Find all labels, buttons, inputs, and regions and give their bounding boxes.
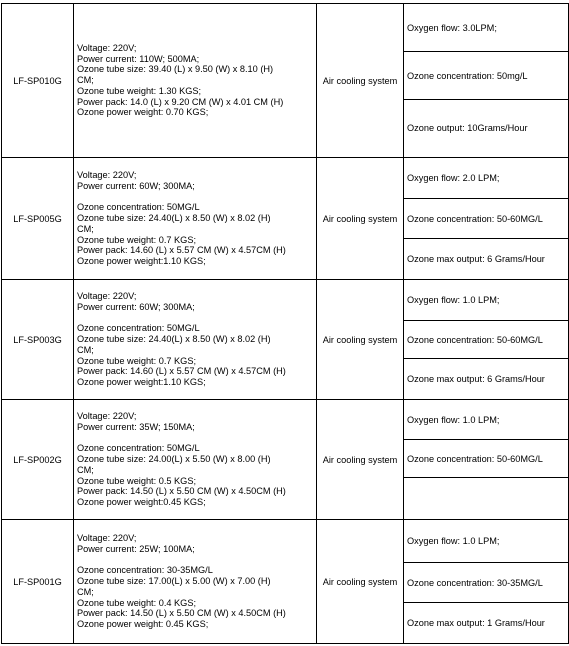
- spec-line: Power pack: 14.0 (L) x 9.20 CM (W) x 4.01 CM (H): [77, 96, 284, 107]
- spec-spacer: [77, 313, 316, 324]
- table-row: [2, 520, 569, 644]
- spec-line: Ozone power weight:0.45 KGS;: [77, 497, 206, 508]
- spec-line: Voltage: 220V;: [77, 410, 137, 421]
- output-spec-item: Oxygen flow: 1.0 LPM;: [404, 520, 568, 563]
- spec-line: Ozone tube size: 24.40(L) x 8.50 (W) x 8.02 (H): [77, 334, 271, 345]
- output-spec-item: Oxygen flow: 3.0LPM;: [404, 4, 568, 52]
- output-spec-item: Ozone concentration: 50-60MG/L: [404, 440, 568, 478]
- model-cell: LF-SP005G: [2, 158, 74, 280]
- output-spec-item: Ozone concentration: 50-60MG/L: [404, 199, 568, 239]
- spec-line: CM;: [77, 464, 94, 475]
- spec-spacer: [77, 433, 316, 444]
- spec-line: Ozone tube size: 17.00(L) x 5.00 (W) x 7.00 (H): [77, 576, 271, 587]
- spec-line: Power pack: 14.50 (L) x 5.50 CM (W) x 4.50CM (H): [77, 608, 286, 619]
- spec-line: Ozone power weight: 0.70 KGS;: [77, 107, 209, 118]
- table-body: [2, 4, 569, 644]
- product-spec-table: [1, 3, 569, 644]
- spec-line: Ozone tube weight: 1.30 KGS;: [77, 85, 202, 96]
- output-spec-item: Oxygen flow: 2.0 LPM;: [404, 158, 568, 199]
- output-spec-item: Ozone max output: 6 Grams/Hour: [407, 373, 545, 384]
- spec-line: CM;: [77, 586, 94, 597]
- spec-line: Ozone power weight:1.10 KGS;: [77, 256, 206, 267]
- output-spec-item: Ozone output: 10Grams/Hour: [407, 123, 528, 133]
- output-spec-item: Ozone concentration: 50mg/L: [404, 52, 568, 100]
- specs-cell: [74, 4, 317, 158]
- output-spec-item: Oxygen flow: 1.0 LPM;: [404, 280, 568, 321]
- model-cell: LF-SP001G: [2, 520, 74, 644]
- spec-line: CM;: [77, 75, 94, 86]
- spec-line: Ozone tube size: 24.00(L) x 5.50 (W) x 8.00 (H): [77, 454, 271, 465]
- spec-line: Ozone concentration: 50MG/L: [77, 443, 200, 454]
- spec-line: Power pack: 14.50 (L) x 5.50 CM (W) x 4.50CM (H): [77, 486, 286, 497]
- output-specs-cell: [404, 280, 569, 400]
- spec-line: CM;: [77, 223, 94, 234]
- output-spec-item: Ozone max output: 1 Grams/Hour: [407, 617, 545, 628]
- output-specs-cell: [404, 158, 569, 280]
- table-row: [2, 400, 569, 520]
- table-row: [2, 280, 569, 400]
- spec-line: Power pack: 14.60 (L) x 5.57 CM (W) x 4.57CM (H): [77, 245, 286, 256]
- spec-line: Voltage: 220V;: [77, 532, 137, 543]
- spec-line: Ozone concentration: 50MG/L: [77, 323, 200, 334]
- output-specs-cell: [404, 400, 569, 520]
- spec-line: Ozone power weight: 0.45 KGS;: [77, 619, 209, 630]
- spec-line: CM;: [77, 344, 94, 355]
- model-cell: LF-SP010G: [2, 4, 74, 158]
- cooling-cell: Air cooling system: [317, 158, 404, 280]
- spec-line: Ozone tube weight: 0.7 KGS;: [77, 355, 196, 366]
- output-specs-cell: [404, 520, 569, 644]
- spec-line: Power current: 110W; 500MA;: [77, 53, 200, 64]
- spec-line: Ozone tube weight: 0.5 KGS;: [77, 475, 196, 486]
- specs-cell: [74, 158, 317, 280]
- specs-cell: [74, 280, 317, 400]
- spec-line: Power pack: 14.60 (L) x 5.57 CM (W) x 4.57CM (H): [77, 366, 286, 377]
- cooling-cell: Air cooling system: [317, 4, 404, 158]
- spec-line: Voltage: 220V;: [77, 290, 137, 301]
- model-cell: LF-SP002G: [2, 400, 74, 520]
- specs-cell: [74, 400, 317, 520]
- spec-line: Power current: 60W; 300MA;: [77, 180, 195, 191]
- table-row: [2, 4, 569, 158]
- output-spec-item: Ozone concentration: 50-60MG/L: [404, 321, 568, 359]
- spec-spacer: [77, 192, 316, 203]
- output-spec-item: Oxygen flow: 1.0 LPM;: [404, 400, 568, 440]
- spec-line: Voltage: 220V;: [77, 42, 137, 53]
- spec-line: Ozone tube weight: 0.4 KGS;: [77, 597, 196, 608]
- spec-line: Power current: 25W; 100MA;: [77, 543, 195, 554]
- model-cell: LF-SP003G: [2, 280, 74, 400]
- output-spec-item: Ozone concentration: 30-35MG/L: [404, 563, 568, 603]
- cooling-cell: Air cooling system: [317, 520, 404, 644]
- spec-line: Ozone tube size: 39.40 (L) x 9.50 (W) x 8.10 (H): [77, 64, 274, 75]
- spec-spacer: [77, 555, 316, 566]
- cooling-cell: Air cooling system: [317, 280, 404, 400]
- output-spec-item: [404, 478, 568, 518]
- specs-cell: [74, 520, 317, 644]
- spec-line: Ozone tube size: 24.40(L) x 8.50 (W) x 8.02 (H): [77, 213, 271, 224]
- cooling-cell: Air cooling system: [317, 400, 404, 520]
- output-specs-cell: [404, 4, 569, 158]
- spec-line: Ozone power weight:1.10 KGS;: [77, 377, 206, 388]
- table-row: [2, 158, 569, 280]
- spec-line: Ozone concentration: 30-35MG/L: [77, 565, 213, 576]
- spec-line: Ozone concentration: 50MG/L: [77, 202, 200, 213]
- spec-line: Ozone tube weight: 0.7 KGS;: [77, 234, 196, 245]
- spec-line: Power current: 60W; 300MA;: [77, 301, 195, 312]
- output-spec-item: Ozone max output: 6 Grams/Hour: [407, 253, 545, 264]
- spec-line: Voltage: 220V;: [77, 169, 137, 180]
- spec-line: Power current: 35W; 150MA;: [77, 421, 195, 432]
